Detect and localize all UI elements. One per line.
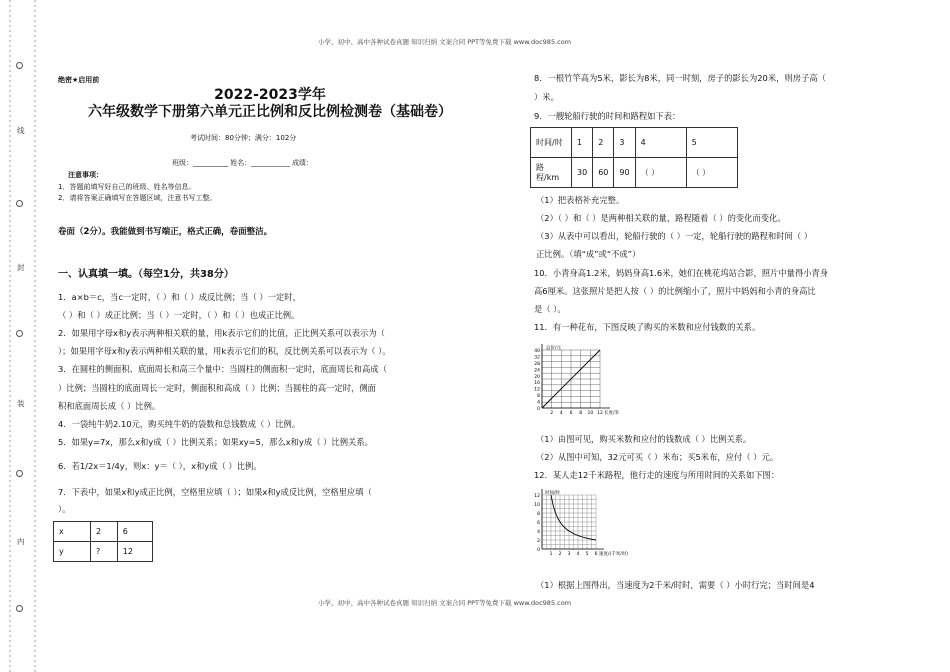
notice-heading: 注意事项： bbox=[68, 171, 103, 179]
question-9-part-3-line-2: 正比例。（填“成”或“不成”） bbox=[536, 249, 641, 259]
header-text: 小学、初中、高中各种试卷真题 知识归纳 文案合同 PPT等免费下载 www.doc985.com bbox=[318, 38, 572, 46]
question-7-line-2: ）。 bbox=[58, 504, 71, 514]
x-tick-label: 3 bbox=[567, 552, 571, 557]
y-tick-label: 8 bbox=[537, 394, 540, 400]
x-tick-label: 6 bbox=[569, 411, 573, 416]
table-cell: 30 bbox=[572, 158, 593, 188]
binding-seal-char: 封 bbox=[17, 263, 25, 272]
table-cell: y bbox=[54, 542, 91, 562]
y-tick-label: 20 bbox=[534, 374, 540, 380]
question-5: 5．如果y=7x，那么x和y成（ ）比例关系；如果xy=5，那么x和y成（ ）比例关系。 bbox=[58, 437, 373, 447]
table-cell: 5 bbox=[686, 128, 737, 158]
question-9-part-3-line-1: （3）从表中可以看出，轮船行驶的（ ）一定，轮船行驶的路程和时间（ ） bbox=[536, 231, 813, 241]
question-1-line-1: 1．a×b＝c，当c一定时，（ ）和（ ）成反比例；当（ ）一定时， bbox=[58, 292, 301, 302]
punch-hole bbox=[16, 330, 23, 337]
punch-hole bbox=[16, 605, 23, 612]
y-tick-label: 8 bbox=[537, 512, 540, 517]
table-cell: 12 bbox=[117, 542, 152, 562]
binding-inner-char: 内 bbox=[17, 537, 25, 546]
question-8-line-2: ）米。 bbox=[534, 92, 559, 102]
x-axis-label: 长度/米 bbox=[604, 411, 620, 416]
table-cell: x bbox=[54, 522, 91, 542]
question-6: 6．若1/2x＝1/4y，则x：y＝（ ），x和y成（ ）比例。 bbox=[58, 461, 262, 471]
exam-year: 2022-2023学年 bbox=[214, 87, 326, 103]
question-3-line-3: 积和底面周长成（ ）比例。 bbox=[58, 401, 161, 411]
table-cell: 4 bbox=[635, 128, 686, 158]
question-10-line-1: 10．小青身高1.2米，妈妈身高1.6米，她们在桃花坞站合影，照片中量得小青身 bbox=[534, 268, 829, 278]
table-cell: 时间/时 bbox=[531, 128, 572, 158]
question-9-part-2: （2）（ ）和（ ）是两种相关联的量，路程随着（ ）的变化而变化。 bbox=[536, 213, 786, 223]
question-3-line-1: 3．在圆柱的侧面积、底面周长和高三个量中：当圆柱的侧面积一定时，底面周长和高成（ bbox=[58, 364, 387, 374]
question-3-line-2: ）比例；当圆柱的底面周长一定时，侧面积和高成（ ）比例；当圆柱的高一定时，侧面 bbox=[58, 383, 376, 393]
student-fields: 班级：__________ 姓名：___________ 成绩： bbox=[172, 159, 313, 167]
chart-q11 bbox=[528, 338, 668, 418]
table-cell: 6 bbox=[117, 522, 152, 542]
table-cell: ? bbox=[91, 542, 118, 562]
x-tick-label: 10 bbox=[587, 411, 594, 416]
neatness-note: 卷面（2分）。我能做到书写端正，格式正确，卷面整洁。 bbox=[58, 227, 273, 237]
secret-label: 绝密★启用前 bbox=[58, 76, 100, 84]
question-12: 12．某人走12千米路程，他行走的速度与所用时间的关系如下图： bbox=[534, 470, 780, 480]
x-tick-label: 4 bbox=[576, 552, 580, 557]
x-tick-label: 2 bbox=[550, 411, 554, 416]
binding-mount-char: 装 bbox=[17, 399, 25, 408]
question-8-line-1: 8．一根竹竿高为5米，影长为8米，同一时刻，房子的影长为20米，则房子高（ bbox=[534, 73, 826, 83]
punch-hole bbox=[16, 62, 23, 69]
question-2-line-2: ）；如果用字母x和y表示两种相关联的量，用k表示它们的积，反比例关系可以表示为（ ）。 bbox=[58, 346, 391, 356]
exam-meta: 考试时间：80分钟；满分：102分 bbox=[190, 134, 297, 142]
table-q9 bbox=[530, 127, 738, 188]
question-4: 4．一袋纯牛奶2.10元，购买纯牛奶的袋数和总钱数成（ ）比例。 bbox=[58, 419, 301, 429]
y-axis-label: 总价/元 bbox=[546, 346, 562, 351]
chart-q12 bbox=[528, 487, 668, 567]
y-tick-label: 0 bbox=[537, 407, 540, 412]
y-tick-label: 0 bbox=[537, 548, 540, 553]
exam-title: 六年级数学下册第六单元正比例和反比例检测卷（基础卷） bbox=[88, 104, 452, 120]
punch-hole bbox=[16, 470, 23, 477]
table-cell: 60 bbox=[593, 158, 614, 188]
note-1: 1．答题前填写好自己的班级、姓名等信息。 bbox=[58, 183, 196, 191]
y-tick-label: 6 bbox=[537, 521, 540, 526]
table-cell: 3 bbox=[614, 128, 635, 158]
y-axis-label: 时间/时 bbox=[545, 491, 561, 496]
punch-hole bbox=[16, 200, 23, 207]
y-tick-label: 32 bbox=[534, 355, 540, 361]
section-1-heading: 一、认真填一填。（每空1分，共38分） bbox=[58, 269, 234, 280]
question-9: 9．一艘轮船行驶的时间和路程如下表： bbox=[534, 111, 681, 121]
question-12-part-1: （1）根据上图得出，当速度为2千米/时时，需要（ ）小时行完；当时间是4 bbox=[536, 580, 815, 590]
footer-text: 小学、初中、高中各种试卷真题 知识归纳 文案合同 PPT等免费下载 www.doc985.com bbox=[318, 599, 572, 607]
table-cell: 2 bbox=[91, 522, 118, 542]
x-tick-label: 5 bbox=[585, 552, 589, 557]
binding-line-char: 线 bbox=[17, 126, 25, 135]
x-tick-label: 12 bbox=[597, 411, 603, 416]
question-11-part-2: （2）从图中可知，32元可买（ ）米布；买5米布，应付（ ）元。 bbox=[536, 452, 779, 462]
y-tick-label: 16 bbox=[534, 381, 540, 387]
x-axis-label: 速度/(千米/时) bbox=[599, 552, 629, 557]
x-tick-label: 4 bbox=[559, 411, 563, 416]
table-cell: （ ） bbox=[635, 158, 686, 188]
question-11-part-1: （1）由图可见，购买米数和应付的钱数成（ ）比例关系。 bbox=[536, 434, 752, 444]
x-tick-label: 8 bbox=[579, 411, 583, 416]
y-tick-label: 12 bbox=[534, 494, 540, 499]
note-2: 2．请将答案正确填写在答题区域，注意书写工整。 bbox=[58, 194, 217, 202]
binding-margin bbox=[0, 0, 44, 672]
x-tick-label: 6 bbox=[594, 552, 598, 557]
question-1-line-2: （ ）和（ ）成正比例；当（ ）一定时，（ ）和（ ）也成正比例。 bbox=[58, 310, 300, 320]
table-cell: （ ） bbox=[686, 158, 737, 188]
table-cell: 2 bbox=[593, 128, 614, 158]
table-cell: 90 bbox=[614, 158, 635, 188]
question-9-part-1: （1）把表格补充完整。 bbox=[536, 195, 625, 205]
question-11: 11．有一种花布，下图反映了购买的米数和应付钱数的关系。 bbox=[534, 322, 761, 332]
x-tick-label: 1 bbox=[549, 552, 553, 557]
question-7-line-1: 7．下表中，如果x和y成正比例，空格里应填（ ）；如果x和y成反比例，空格里应填（ bbox=[58, 487, 372, 497]
y-tick-label: 4 bbox=[537, 400, 540, 406]
y-tick-label: 24 bbox=[534, 368, 540, 374]
y-tick-label: 10 bbox=[534, 503, 540, 508]
table-cell: 路程/km bbox=[531, 158, 572, 188]
y-tick-label: 12 bbox=[534, 387, 540, 393]
question-2-line-1: 2．如果用字母x和y表示两种相关联的量，用k表示它们的比值，正比例关系可以表示为（ bbox=[58, 328, 385, 338]
y-tick-label: 4 bbox=[537, 530, 540, 535]
table-q7 bbox=[53, 521, 153, 562]
y-tick-label: 28 bbox=[534, 361, 540, 367]
y-tick-label: 40 bbox=[534, 349, 540, 354]
x-tick-label: 2 bbox=[558, 552, 562, 557]
table-cell: 1 bbox=[572, 128, 593, 158]
question-10-line-2: 高6厘米。这张照片是把人按（ ）的比例缩小了，照片中妈妈和小青的身高比 bbox=[534, 286, 816, 296]
question-10-line-3: 是（ ）。 bbox=[534, 304, 566, 314]
y-tick-label: 2 bbox=[537, 539, 540, 544]
